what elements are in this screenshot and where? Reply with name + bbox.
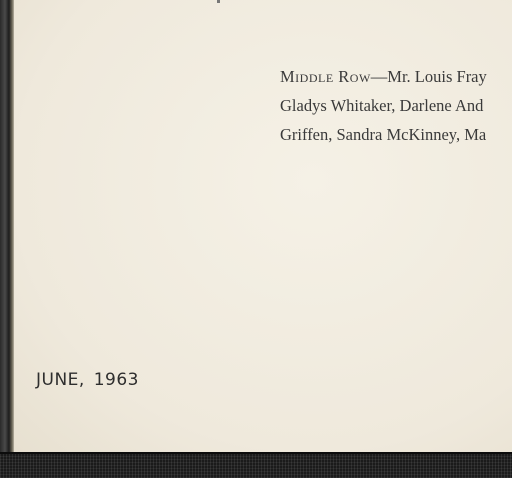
photo-caption	[280, 62, 512, 149]
caption-line-1	[280, 62, 512, 91]
caption-row-label: Middle Row	[280, 67, 371, 86]
caption-line-2: Gladys Whitaker, Darlene And	[280, 96, 484, 115]
issue-date: JUNE, 1963	[36, 370, 139, 390]
cover-edge	[0, 452, 512, 478]
caption-line-3: Griffen, Sandra McKinney, Ma	[280, 125, 487, 144]
book-binding	[0, 0, 14, 476]
page-mark	[217, 0, 220, 3]
caption-line-1-text: —Mr. Louis Fray	[370, 67, 487, 86]
